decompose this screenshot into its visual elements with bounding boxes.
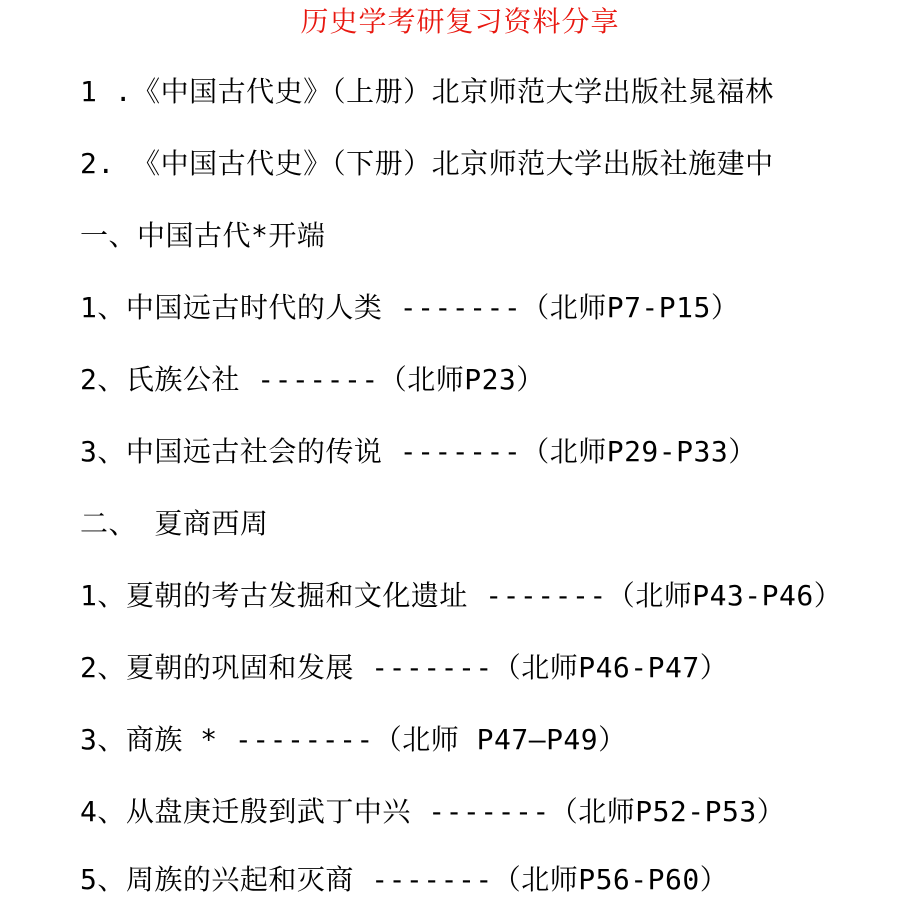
section-heading-1: 一、中国古代*开端 bbox=[80, 219, 326, 252]
list-item: 4、从盘庚迁殷到武丁中兴 -------（北师P52-P53） bbox=[80, 795, 786, 828]
page-title: 历史学考研复习资料分享 bbox=[300, 5, 620, 38]
list-item: 3、中国远古社会的传说 -------（北师P29-P33） bbox=[80, 435, 757, 468]
book-ref-1: 1 .《中国古代史》（上册）北京师范大学出版社晁福林 bbox=[80, 75, 774, 108]
list-item: 2、夏朝的巩固和发展 -------（北师P46-P47） bbox=[80, 651, 729, 684]
list-item: 3、商族 * --------（北师 P47—P49） bbox=[80, 723, 627, 756]
list-item: 2、氏族公社 -------（北师P23） bbox=[80, 363, 545, 396]
book-ref-2: 2. 《中国古代史》（下册）北京师范大学出版社施建中 bbox=[80, 147, 774, 180]
list-item: 1、中国远古时代的人类 -------（北师P7-P15） bbox=[80, 291, 740, 324]
list-item: 1、夏朝的考古发掘和文化遗址 -------（北师P43-P46） bbox=[80, 579, 843, 612]
section-heading-2: 二、 夏商西周 bbox=[80, 507, 269, 540]
list-item: 5、周族的兴起和灭商 -------（北师P56-P60） bbox=[80, 863, 729, 896]
